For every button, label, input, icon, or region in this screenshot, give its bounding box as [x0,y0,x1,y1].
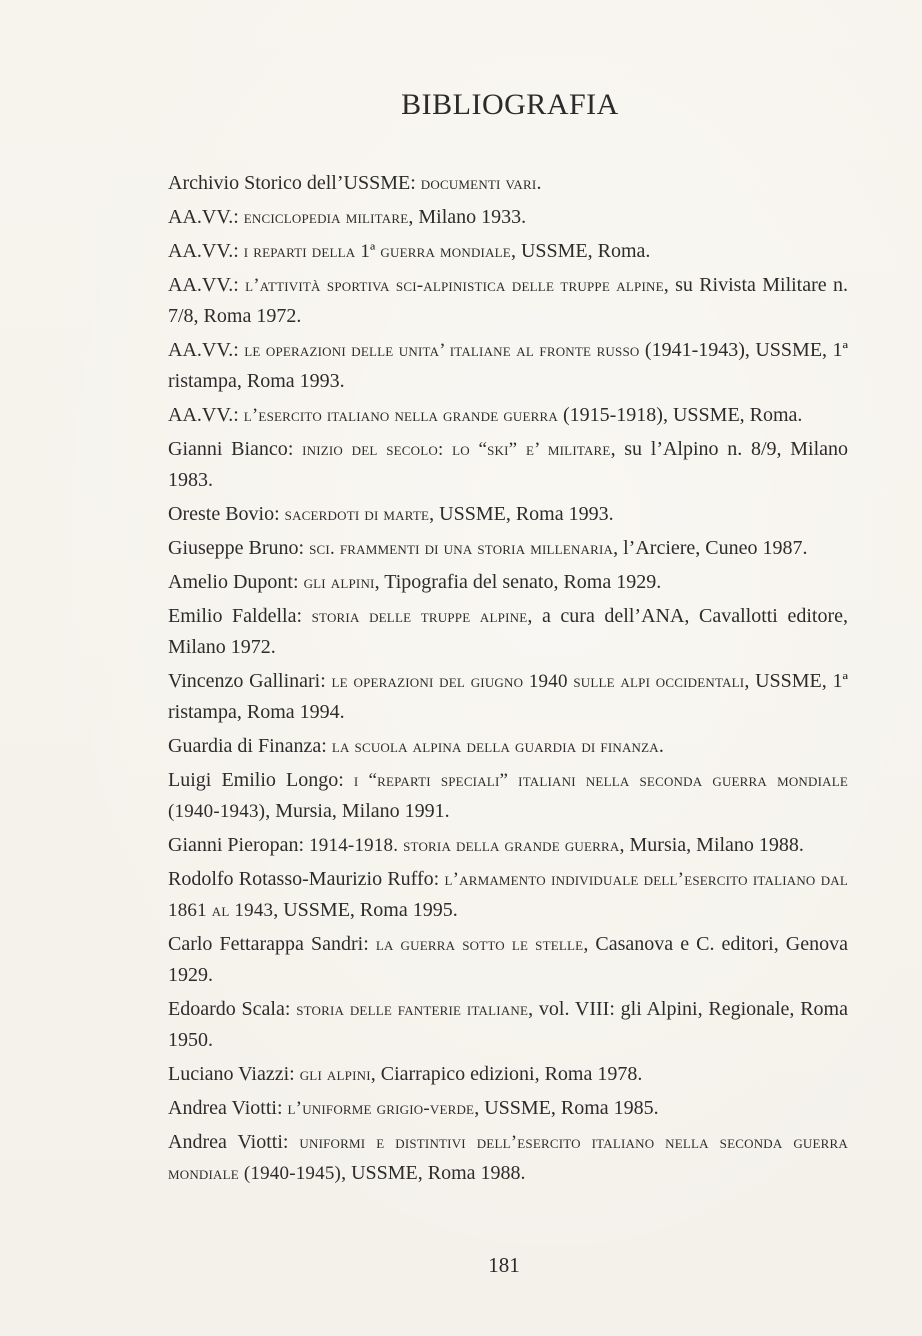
entry-work-title: sacerdoti di marte [284,504,430,525]
entry-details: , Mursia, Milano 1988. [619,834,804,856]
bibliography-entry [168,236,848,267]
entry-separator: : [284,998,297,1020]
bibliography-entry [168,1127,848,1189]
entry-separator: : [320,670,332,692]
entry-details: , a cura dell’ANA, Cavallotti editore, Milano 1972. [168,605,848,658]
entry-details: , l’Arciere, Cuneo 1987. [613,537,808,559]
entry-author: AA.VV. [168,274,234,296]
entry-work-title: inizio del secolo: lo “ski” e’ militare [302,439,611,460]
bibliography-entry [168,335,848,397]
entry-details: , Tipografia del senato, Roma 1929. [374,571,662,593]
entry-separator: : [287,438,303,460]
bibliography-entry [168,499,848,530]
bibliography-entry [168,994,848,1056]
entry-work-title: storia delle truppe alpine [311,606,528,627]
bibliography-entry [168,929,848,991]
entry-separator: : [289,1063,300,1085]
entry-details: , USSME, Roma 1995. [273,899,458,921]
entry-details: , USSME, Roma 1988. [341,1162,526,1184]
entry-details: , USSME, Roma 1985. [474,1097,659,1119]
entry-separator: : [298,537,310,559]
entry-work-title: gli alpini [299,1064,371,1085]
entry-details: . [658,735,664,757]
entry-author: Guardia di Finanza [168,735,322,757]
entry-work-title: sci. frammenti di una storia millenaria [309,538,614,559]
entry-author: Gianni Bianco [168,438,288,460]
bibliography-entry [168,830,848,861]
entry-author: Oreste Bovio [168,503,275,525]
entry-work-title: la guerra sotto le stelle [375,934,584,955]
entry-details: , USSME, Roma 1993. [429,503,614,525]
entry-work-title: la scuola alpina della guardia di finanza [331,736,659,757]
entry-work-title: storia delle fanterie italiane [296,999,529,1020]
entry-separator: : [276,1097,288,1119]
entry-details: , su Rivista Militare n. 7/8, Roma 1972. [168,274,849,327]
entry-separator: : [298,834,310,856]
entry-work-title: enciclopedia militare [243,207,409,228]
entry-details: , vol. VIII: gli Alpini, Regionale, Roma 1950. [168,998,848,1051]
entry-separator: : [338,769,354,791]
entry-details: , su l’Alpino n. 8/9, Milano 1983. [168,438,849,491]
bibliography-entry [168,202,848,233]
entry-separator: : [233,240,244,262]
entry-details: , USSME, Roma. [510,240,651,262]
bibliography-list [168,168,848,1192]
entry-separator: : [233,206,244,228]
entry-details: , USSME, 1ª ristampa, Roma 1994. [168,670,848,723]
entry-separator: : [233,339,245,361]
entry-author: AA.VV. [168,206,234,228]
bibliography-entry [168,731,848,762]
entry-work-title: l’armamento individuale dell’esercito italiano dal 1861 al 1943 [168,869,849,921]
entry-work-title: le operazioni del giugno 1940 sulle alpi occidentali [331,671,745,692]
entry-author: Emilio Faldella [168,605,297,627]
entry-author: Archivio Storico dell’USSME [168,172,411,194]
entry-author: Carlo Fettarappa Sandri [168,933,364,955]
entry-author: Andrea Viotti [168,1131,283,1153]
entry-separator: : [363,933,376,955]
bibliography-entry [168,533,848,564]
entry-work-title: i reparti della 1ª guerra mondiale [243,241,511,262]
entry-details: , Milano 1933. [408,206,527,228]
bibliography-entry [168,666,848,728]
bibliography-entry [168,864,848,926]
entry-separator: : [293,571,304,593]
entry-separator: : [233,404,244,426]
entry-author: Amelio Dupont [168,571,293,593]
entry-author: Luigi Emilio Longo [168,769,339,791]
entry-work-title: i “reparti speciali” italiani nella seconda guerra mondiale (1940-1943) [168,770,848,822]
entry-work-title: 1914-1918. storia della grande guerra [309,835,620,856]
entry-author: Andrea Viotti [168,1097,277,1119]
entry-separator: : [274,503,285,525]
bibliography-entry [168,270,848,332]
entry-work-title: gli alpini [303,572,375,593]
entry-separator: : [296,605,312,627]
entry-details: (1915-1918), USSME, Roma. [557,404,803,426]
entry-details: , Mursia, Milano 1991. [265,800,450,822]
entry-author: Rodolfo Rotasso-Maurizio Ruffo [168,868,434,890]
entry-separator: : [410,172,421,194]
entry-author: Gianni Pieropan [168,834,299,856]
bibliography-entry [168,567,848,598]
entry-details: , Casanova e C. editori, Genova 1929. [168,933,848,986]
entry-author: Luciano Viazzi [168,1063,290,1085]
entry-work-title: le operazioni delle unita’ italiane al fronte russo [244,340,640,361]
bibliography-entry [168,765,848,827]
bibliography-entry [168,1093,848,1124]
entry-work-title: l’esercito italiano nella grande guerra [243,405,558,426]
entry-author: AA.VV. [168,339,234,361]
entry-separator: : [321,735,332,757]
entry-work-title: l’attività sportiva sci-alpinistica delle truppe alpine [245,275,664,296]
entry-author: Edoardo Scala [168,998,285,1020]
entry-separator: : [433,868,445,890]
page-title: BIBLIOGRAFIA [401,88,619,121]
entry-separator: : [282,1131,300,1153]
bibliography-entry [168,434,848,496]
entry-author: AA.VV. [168,404,234,426]
entry-details: (1941-1943), USSME, 1ª ristampa, Roma 1993. [168,339,848,392]
entry-author: AA.VV. [168,240,234,262]
bibliography-entry [168,400,848,431]
bibliography-entry [168,168,848,199]
bibliography-entry [168,1059,848,1090]
entry-work-title: l’uniforme grigio-verde [287,1098,475,1119]
entry-details: . [536,172,542,194]
entry-author: Vincenzo Gallinari [168,670,321,692]
entry-separator: : [233,274,246,296]
entry-work-title: uniformi e distintivi dell’esercito italiano nella seconda guerra mondiale (1940-1945) [168,1132,848,1184]
bibliography-entry [168,601,848,663]
entry-author: Giuseppe Bruno [168,537,299,559]
entry-work-title: documenti vari [420,173,537,194]
entry-details: , Ciarrapico edizioni, Roma 1978. [370,1063,643,1085]
page-number: 181 [488,1253,520,1277]
